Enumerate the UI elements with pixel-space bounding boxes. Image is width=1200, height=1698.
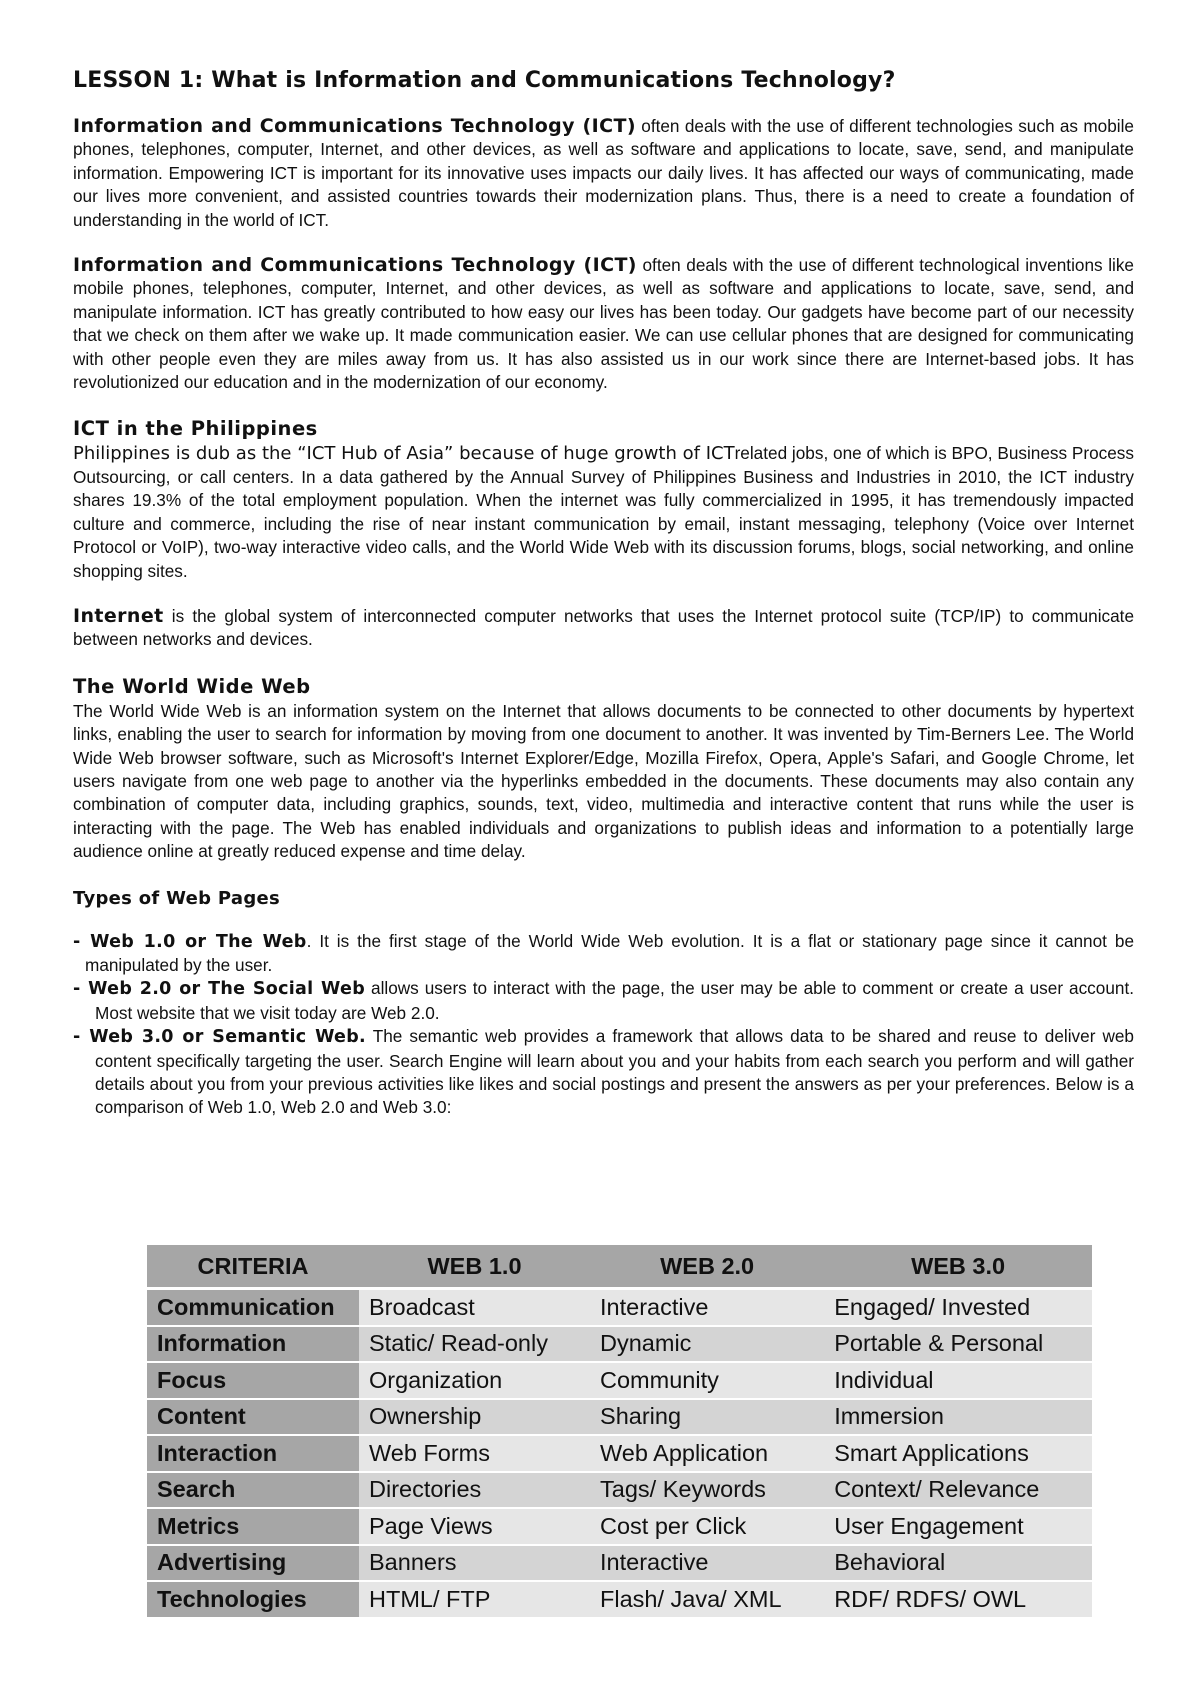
web-type-name: Web 3.0 or Semantic Web. [89,1027,366,1048]
ict-philippines-paragraph [73,442,1134,582]
web-type-name: Web 1.0 or The Web [90,931,307,952]
web-type-description: allows users to interact with the page, the user may be able to comment or create a user account. Most website that we visit today are Web 2.0. [95,978,1134,1023]
table-cell: Behavioral [824,1545,1092,1582]
document-page [73,68,1134,1120]
criteria-cell: Focus [147,1362,359,1399]
web-type-item: - Web 3.0 or Semantic Web. The semantic web provides a framework that allows data to be shared and reuse to deliver web content specifically targeting the user. Search Engine will learn about you and your habits from each search you perform and will gather details about you from your previous activities like likes and social postings and present the answers as per your preferences. Below is a comparison of Web 1.0, Web 2.0 and Web 3.0: [73,1026,1134,1118]
table-row [147,1399,1092,1436]
ict-definition-text-2: often deals with the use of different technological inventions like mobile phones, telephones, computer, Internet, and other devices, as well as software and applications to locate, save, send, and manipulate information. ICT has greatly contributed to how easy our lives has been today. Our gadgets have become part of our necessity that we check on them after we wake up. It made communication easier. We can use cellular phones that are designed for communicating with other people even they are miles away from us. It has also assisted us in our work since there are Internet-based jobs. It has revolutionized our education and in the modernization of our economy. [73,255,1134,393]
web-types-heading: Types of Web Pages [73,887,281,909]
header-criteria: CRITERIA [147,1245,359,1289]
table-row [147,1326,1092,1363]
table-cell: Community [590,1362,824,1399]
ict-term-1: Information and Communications Technology (ICT) [73,115,636,137]
table-cell: User Engagement [824,1508,1092,1545]
table-row [147,1362,1092,1399]
www-paragraph: The World Wide Web is an information system on the Internet that allows documents to be connected to other documents by hypertext links, enabling the user to search for information by moving from one document to another. It was invented by Tim-Berners Lee. The World Wide Web browser software, such as Microsoft's Internet Explorer/Edge, Mozilla Firefox, Opera, Apple's Safari, and Google Chrome, let users navigate from one web page to another via the hyperlinks embedded in the documents. These documents may also contain any combination of computer data, including graphics, sounds, text, video, multimedia and interactive content that runs while the user is interacting with the page. The Web has enabled individuals and organizations to publish ideas and information to a potentially large audience online at greatly reduced expense and time delay. [73,700,1134,862]
table-cell: Immersion [824,1399,1092,1436]
lesson-title: LESSON 1: What is Information and Communications Technology? [73,68,896,93]
table-cell: Tags/ Keywords [590,1472,824,1509]
ict-definition-text-1: often deals with the use of different technologies such as mobile phones, telephones, computer, Internet, and other devices, as well as software and applications to locate, save, send, and manipulate information. Empowering ICT is important for its innovative uses impacts our daily lives. It has affected our ways of communicating, made our lives more convenient, and assisted countries towards their modernization plans. Thus, there is a need to create a foundation of understanding in the world of ICT. [73,116,1134,230]
criteria-cell: Search [147,1472,359,1509]
table-cell: Banners [359,1545,590,1582]
internet-paragraph [73,605,1134,652]
table-cell: Context/ Relevance [824,1472,1092,1509]
table-cell: Broadcast [359,1289,590,1326]
table-cell: Smart Applications [824,1435,1092,1472]
table-cell: Flash/ Java/ XML [590,1581,824,1618]
table-row [147,1508,1092,1545]
criteria-cell: Advertising [147,1545,359,1582]
criteria-cell: Content [147,1399,359,1436]
header-web1: WEB 1.0 [359,1245,590,1289]
table-row [147,1435,1092,1472]
table-cell: Engaged/ Invested [824,1289,1092,1326]
internet-term: Internet [73,604,164,627]
table-row [147,1581,1092,1618]
web-type-description: The semantic web provides a framework that allows data to be shared and reuse to deliver web content specifically targeting the user. Search Engine will learn about you and your habits from each search you perform and will gather details about you from your previous activities like likes and social postings and present the answers as per your preferences. Below is a comparison of Web 1.0, Web 2.0 and Web 3.0: [95,1026,1134,1118]
table-cell: Directories [359,1472,590,1509]
table-cell: Static/ Read-only [359,1326,590,1363]
table-cell: Dynamic [590,1326,824,1363]
table-row [147,1545,1092,1582]
ict-philippines-text: related jobs, one of which is BPO, Business Process Outsourcing, or call centers. In a data gathered by the Annual Survey of Philippines Business and Industries in 2010, the ICT industry shares 19.3% of the total employment population. When the internet was fully commercialized in 1995, it has tremendously impacted culture and commerce, including the rise of near instant communication by email, instant messaging, telephony (Voice over Internet Protocol or VoIP), two-way interactive video calls, and the World Wide Web with its discussion forums, blogs, social networking, and online shopping sites. [73,443,1134,581]
header-web3: WEB 3.0 [824,1245,1092,1289]
web-type-name: Web 2.0 or The Social Web [88,979,366,1000]
web-type-description: . It is the first stage of the World Wide Web evolution. It is a flat or stationary page since it cannot be manipulated by the user. [85,930,1135,975]
table-cell: Web Application [590,1435,824,1472]
criteria-cell: Interaction [147,1435,359,1472]
table-header-row [147,1245,1092,1289]
internet-text: is the global system of interconnected computer networks that uses the Internet protocol suite (TCP/IP) to communicate between networks and devices. [73,605,1134,650]
ict-philippines-heading: ICT in the Philippines [73,417,318,441]
table-row [147,1472,1092,1509]
ict-philippines-lead: Philippines is dub as the “ICT Hub of Asia” because of huge growth of ICT [73,443,735,465]
criteria-cell: Metrics [147,1508,359,1545]
table-cell: Interactive [590,1545,824,1582]
table-row [147,1289,1092,1326]
criteria-cell: Information [147,1326,359,1363]
header-web2: WEB 2.0 [590,1245,824,1289]
table-cell: Individual [824,1362,1092,1399]
table-cell: Interactive [590,1289,824,1326]
www-heading: The World Wide Web [73,674,311,698]
web-type-item: - Web 1.0 or The Web. It is the first stage of the World Wide Web evolution. It is a flat or stationary page since it cannot be manipulated by the user. [73,930,1135,975]
table-cell: RDF/ RDFS/ OWL [824,1581,1092,1618]
ict-definition-paragraph-2 [73,254,1134,394]
table-cell: Page Views [359,1508,590,1545]
web-type-item: - Web 2.0 or The Social Web allows users to interact with the page, the user may be able to comment or create a user account. Most website that we visit today are Web 2.0. [73,978,1134,1023]
table-cell: Cost per Click [590,1508,824,1545]
criteria-cell: Communication [147,1289,359,1326]
table-cell: Portable & Personal [824,1326,1092,1363]
table-cell: Sharing [590,1399,824,1436]
ict-definition-paragraph-1 [73,115,1134,232]
web-comparison-table [147,1245,1092,1619]
table-cell: Web Forms [359,1435,590,1472]
table-cell: HTML/ FTP [359,1581,590,1618]
table-cell: Ownership [359,1399,590,1436]
criteria-cell: Technologies [147,1581,359,1618]
ict-term-2: Information and Communications Technology (ICT) [73,254,637,277]
table-cell: Organization [359,1362,590,1399]
